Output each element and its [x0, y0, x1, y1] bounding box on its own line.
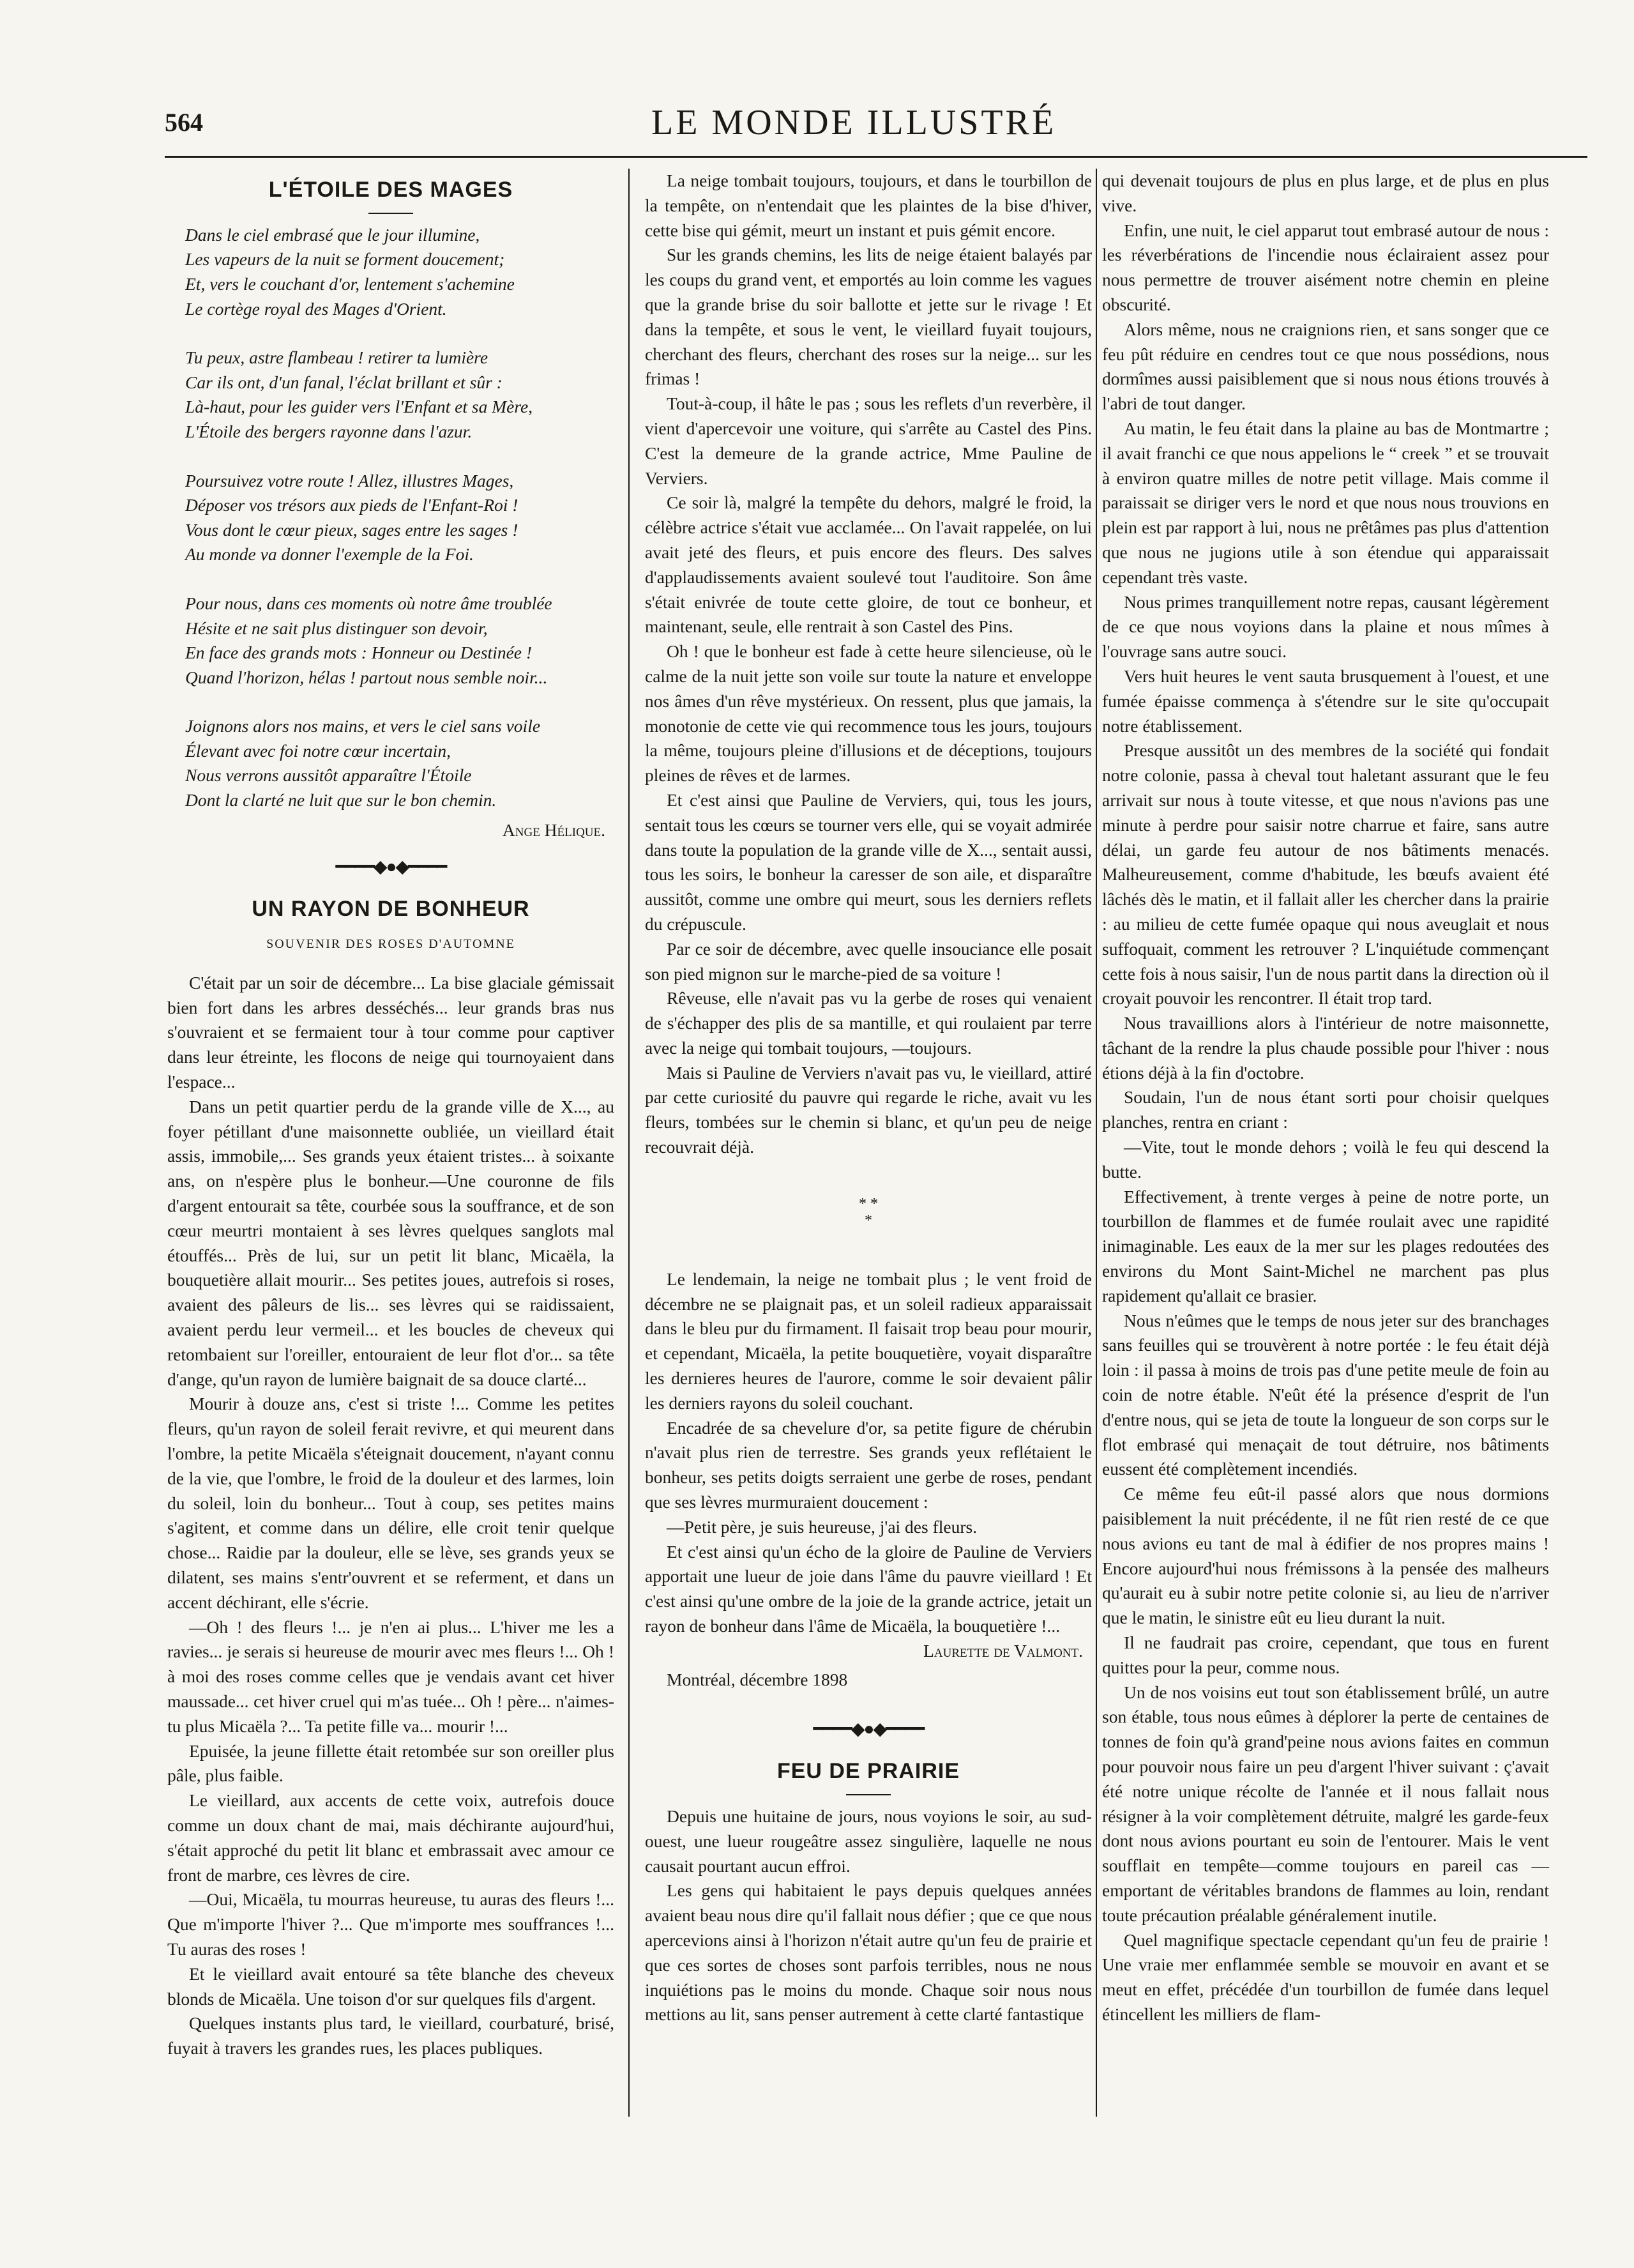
paragraph: Le lendemain, la neige ne tombait plus ; le vent froid de décembre ne se plaignait pas, et un soleil radieux apparaissait dans le bleu pur du firmament. Il faisait trop beau pour mourir, et cependant, Micaëla, la petite bouquetière, voyait disparaître les dernieres heures de l'aurore, comme le soir devaient pâlir les derniers rayons du soleil couchant.: [645, 1268, 1092, 1413]
poem-line: Et, vers le couchant d'or, lentement s'achemine: [185, 273, 515, 294]
poem-line: Dont la clarté ne luit que sur le bon chemin.: [185, 790, 497, 811]
poem-line: Dans le ciel embrasé que le jour illumine,: [185, 224, 480, 245]
paragraph: Tout-à-coup, il hâte le pas ; sous les reflets d'un reverbère, il vient d'apercevoir une voiture, qui s'arrête au Castel des Pins. C'est la demeure de la grande actrice, Mme Pauline de Verviers.: [645, 393, 1092, 488]
title-rule: [846, 1794, 891, 1795]
header-rule: [165, 156, 1587, 158]
paragraph: Ce même feu eût-il passé alors que nous dormions paisiblement la nuit précédente, il ne fût rien resté de ce que nous avions eu tant de mal à édifier de nos propres mains ! Encore aujourd'hui nous frémissons à la pensée des malheurs qu'aurait eu à subir notre petite colonie si, au lieu de n'arriver que le matin, le sinistre eût eu lieu durant la nuit.: [1102, 1484, 1549, 1628]
poem-line: Hésite et ne sait plus distinguer son devoir,: [185, 618, 488, 638]
paragraph: Par ce soir de décembre, avec quelle insouciance elle posait son pied mignon sur le marche-pied de sa voiture !: [645, 938, 1092, 984]
paragraph: Au matin, le feu était dans la plaine au bas de Montmartre ; il avait franchi ce que nous appelions le “ creek ” et se trouvait à environ quatre milles de notre petit village. Mais comme il paraissait se diriger vers le nord et que nous nous trouvions en plein est par rapport à lui, nous ne prêtâmes pas plus d'attention que nous ne jugions utile à son étendue qui apparaissait cependant très vaste.: [1102, 418, 1549, 587]
poem-line: Déposer vos trésors aux pieds de l'Enfant-Roi !: [185, 495, 518, 515]
poem-stanza: [185, 223, 614, 321]
paragraph: —Vite, tout le monde dehors ; voilà le feu qui descend la butte.: [1102, 1137, 1549, 1182]
paragraph: Vers huit heures le vent sauta brusquement à l'ouest, et une fumée épaisse commença à s'étendre sur le site qu'occupait notre établissement.: [1102, 666, 1549, 736]
paragraph: Un de nos voisins eut tout son établissement brûlé, un autre son étable, tous nous eûmes à déplorer la perte de centaines de tonnes de foin qu'à grand'peine nous avions faites en commun pour pouvoir nous faire un peu d'argent l'hiver suivant : ç'avait été notre unique récolte de l'année et il nous fallait nous résigner à la voir complètement détruite, malgré les garde-feux dont nous avions pourtant eu soin de l'entourer. Mais le vent soufflait en tempête—comme toujours en pareil cas — emportant de véritables brandons de flammes au loin, rendant toute précaution préalable généralement inutile.: [1102, 1682, 1549, 1925]
paragraph: Presque aussitôt un des membres de la société qui fondait notre colonie, passa à cheval tout haletant assurant que le feu arrivait sur nous à toute vitesse, et que nous n'avions pas une minute à perdre pour saisir notre charrue et faire, sans autre délai, un garde feu autour de nos bâtiments menacés. Malheureusement, comme d'habitude, les bœufs avaient été lâchés dès le matin, et il fallait aller les chercher dans la prairie : au milieu de cette fumée opaque qui nous aveuglait et nous suffoquait, comment les retrouver ? L'inquiétude commençant cette fois à nous saisir, l'un de nous partit dans la direction où il croyait pouvoir les rencontrer. Il était trop tard.: [1102, 740, 1549, 1008]
poem: [185, 223, 614, 813]
paragraph: Quel magnifique spectacle cependant qu'un feu de prairie ! Une vraie mer enflammée semble se mouvoir en avant et se meut en effet, précédée d'un tourbillon de fumée dans lequel étincellent les milliers de flam-: [1102, 1929, 1549, 2024]
poem-stanza: [185, 346, 614, 444]
column-2: [645, 169, 1092, 2027]
story-place-date: Montréal, décembre 1898: [667, 1669, 848, 1689]
paragraph: Alors même, nous ne craignions rien, et sans songer que ce feu pût réduire en cendres tout ce que nous possédions, nous dormîmes aussi paisiblement que si nous nous étions trouvés à l'abri de tout danger.: [1102, 319, 1549, 414]
story-title: UN RAYON DE BONHEUR: [252, 897, 530, 922]
paragraph: Et c'est ainsi que Pauline de Verviers, qui, tous les jours, sentait tous les cœurs se tourner vers elle, qui se voyait admirée dans toute la population de la grande ville de X..., sentait aussi, tous les soirs, le bonheur la caresser de son aile, et disparaître aussitôt, comme une ombre qui meurt, sous les derniers reflets du crépuscule.: [645, 789, 1092, 934]
poem-line: Car ils ont, d'un fanal, l'éclat brillant et sûr :: [185, 372, 503, 392]
poem-line: Au monde va donner l'exemple de la Foi.: [185, 544, 474, 565]
column-1: [167, 169, 614, 2061]
poem-line: Élevant avec foi notre cœur incertain,: [185, 740, 451, 761]
poem-title: L'ÉTOILE DES MAGES: [268, 178, 513, 202]
poem-stanza: [185, 469, 614, 567]
paragraph: Ce soir là, malgré la tempête du dehors, malgré le froid, la célèbre actrice s'était vue acclamée... On l'avait rappelée, on lui avait jeté des fleurs, et puis encore des fleurs. Des salves d'applaudissements avaient soulevé tout l'auditoire. Son âme s'était enivrée de toute cette gloire, de tout ce bonheur, et maintenant, seule, elle rentrait à son Castel des Pins.: [645, 492, 1092, 637]
paragraph: Effectivement, à trente verges à peine de notre porte, un tourbillon de flammes et de fumée roulait avec une rapidité inimaginable. Les eaux de la mer sur les plages redoutées des environs du Mont Saint-Michel ne marchent pas plus rapidement qu'allait ce brasier.: [1102, 1186, 1549, 1305]
asterism: * * *: [859, 1195, 878, 1229]
feu-title: FEU DE PRAIRIE: [776, 1759, 960, 1784]
poem-line: Tu peux, astre flambeau ! retirer ta lumière: [185, 347, 488, 368]
paragraph: Enfin, une nuit, le ciel apparut tout embrasé autour de nous : les réverbérations de l'incendie nous éclairaient assez pour nous permettre de trouver aisément notre chemin en pleine obscurité.: [1102, 220, 1549, 314]
poem-stanza: [185, 591, 614, 690]
ornament-divider: ━━━━◆●◆━━━━: [813, 1719, 924, 1740]
paragraph: Et c'est ainsi qu'un écho de la gloire de Pauline de Verviers apportait une lueur de joie dans l'âme du pauvre vieillard ! Et c'est ainsi qu'une ombre de la joie de la grande actrice, jetait un rayon de bonheur dans l'âme de Micaëla, la bouquetière !...: [645, 1541, 1092, 1636]
paragraph: Sur les grands chemins, les lits de neige étaient balayés par les coups du grand vent, et emportés au loin comme les vagues que la grande brise du soir ballotte et jette sur le rivage ! Et dans la tempête, et sous le vent, le vieillard fuyait toujours, cherchant des fleurs, cherchant des roses sur la neige... sur les frimas !: [645, 245, 1092, 389]
paragraph: La neige tombait toujours, toujours, et dans le tourbillon de la tempête, on n'entendait que les plaintes de la bise d'hiver, cette bise qui gémit, meurt un instant et puis gémit encore.: [645, 171, 1092, 240]
paragraph: Nous primes tranquillement notre repas, causant légèrement de ce que nous voyions dans la plaine et nous mîmes à l'ouvrage sans autre souci.: [1102, 591, 1549, 662]
ornament-divider: ━━━━◆●◆━━━━: [335, 857, 446, 878]
poem-line: Joignons alors nos mains, et vers le ciel sans voile: [185, 716, 541, 736]
paragraph: Le vieillard, aux accents de cette voix, autrefois douce comme un doux chant de mai, mais déchirante aujourd'hui, s'était approché du petit lit blanc et embrassait avec amour ce front de marbre, ces lèvres de cire.: [167, 1790, 614, 1885]
paragraph: C'était par un soir de décembre... La bise glaciale gémissait bien fort dans les arbres desséchés... leur grands bras nus s'ouvraient et se fermaient tour à tour comme pour captiver dans leur étreinte, les flocons de neige qui tournoyaient dans l'espace...: [167, 972, 614, 1092]
poem-stanza: [185, 714, 614, 812]
paragraph: Epuisée, la jeune fillette était retombée sur son oreiller plus pâle, plus faible.: [167, 1740, 614, 1786]
paragraph: Nous travaillions alors à l'intérieur de notre maisonnette, tâchant de la rendre la plus chaude possible pour l'hiver : nous étions déjà à la fin d'octobre.: [1102, 1013, 1549, 1083]
paragraph: —Petit père, je suis heureuse, j'ai des fleurs.: [667, 1516, 978, 1537]
paragraph: Mourir à douze ans, c'est si triste !... Comme les petites fleurs, qu'un rayon de soleil ferait revivre, et qui meurent dans l'ombre, la petite Micaëla s'éteignait doucement, n'ayant connu de la vie, que l'ombre, le froid de la douleur et des larmes, loin du soleil, loin du bonheur... Tout à coup, ses petites mains s'agitent, et comme dans un délire, elle croit tenir quelque chose... Raidie par la douleur, elle se lève, ses grands yeux se dilatent, ses mains s'entr'ouvrent et se referment, et dans un accent déchirant, elle s'écrie.: [167, 1394, 614, 1612]
poem-line: Le cortège royal des Mages d'Orient.: [185, 298, 447, 319]
paragraph: Rêveuse, elle n'avait pas vu la gerbe de roses qui venaient de s'échapper des plis de sa mantille, et qui roulaient par terre avec la neige qui tombait toujours, —toujours.: [645, 988, 1092, 1058]
poem-line: L'Étoile des bergers rayonne dans l'azur.: [185, 421, 473, 441]
poem-author: Ange Hélique.: [502, 819, 605, 840]
paragraph: —Oh ! des fleurs !... je n'en ai plus... L'hiver me les a ravies... je serais si heureuse de mourir avec mes fleurs !... Oh ! à moi des roses comme celles que je vendais avant cet hiver maussade... cet hiver cruel qui m'as tuée... Oh ! père... n'aimes-tu plus Micaëla ?... Ta petite fille va... mourir !...: [167, 1617, 614, 1736]
paragraph: Nous n'eûmes que le temps de nous jeter sur des branchages sans feuilles qui se trouvèrent à notre portée : le feu était déjà loin : il passa à moins de trois pas d'une petite meule de foin au coin de notre étable. N'eût été la présence d'esprit de l'un d'entre nous, qui se jeta de toute la longueur de son corps sur le flot embrasé qui menaçait de tout détruire, nos bâtiments eussent été complètement incendiés.: [1102, 1310, 1549, 1479]
story-author: Laurette de Valmont.: [923, 1640, 1083, 1661]
paragraph: qui devenait toujours de plus en plus large, et de plus en plus vive.: [1102, 171, 1549, 215]
masthead: LE MONDE ILLUSTRÉ: [651, 103, 1057, 142]
paragraph: Oh ! que le bonheur est fade à cette heure silencieuse, où le calme de la nuit jette son voile sur toute la nature et enveloppe nos âmes d'un rêve mystérieux. On ressent, plus que jamais, la monotonie de cette vie qui recommence tous les jours, toujours la même, toujours pleine d'illusions et de déceptions, toujours pleines de rêves et de larmes.: [645, 641, 1092, 786]
column-3: [1102, 169, 1549, 2027]
title-rule: [368, 213, 413, 214]
poem-line: Les vapeurs de la nuit se forment doucement;: [185, 249, 505, 270]
paragraph: Les gens qui habitaient le pays depuis quelques années avaient beau nous dire qu'il fallait nous défier ; que ce que nous apercevions ainsi à l'horizon n'était autre qu'un feu de prairie et que ces sortes de choses sont parfois terribles, nous ne nous inquiétions pas le moins du monde. Chaque soir nous nous mettions au lit, sans penser autrement à cette clarté fantastique: [645, 1880, 1092, 2025]
poem-line: Là-haut, pour les guider vers l'Enfant et sa Mère,: [185, 397, 533, 417]
paragraph: Depuis une huitaine de jours, nous voyions le soir, au sud-ouest, une lueur rougeâtre assez singulière, laquelle ne nous causait pourtant aucun effroi.: [645, 1806, 1092, 1876]
paragraph: Mais si Pauline de Verviers n'avait pas vu, le vieillard, attiré par cette curiosité du pauvre qui regarde le riche, avait vu les fleurs, tombées sur le chemin si blanc, et qu'un peu de neige recouvrait déjà.: [645, 1062, 1092, 1157]
paragraph: Dans un petit quartier perdu de la grande ville de X..., au foyer pétillant d'une maisonnette oubliée, un vieillard était assis, immobile,... Ses grands yeux étaient tristes... à soixante ans, on n'espère plus le bonheur.—Une couronne de fils d'argent entourait sa tête, courbée sous la souffrance, et de son cœur meurtri montaient à ses lèvres quelques sanglots mal étouffés... Près de lui, sur un petit lit blanc, Micaëla, la bouquetière allait mourir... Ses petites joues, autrefois si roses, avaient des pâleurs de lis... ses lèvres qui se raidissaient, avaient perdu leur vermeil... et les boucles de cheveux qui retombaient sur l'oreiller, entouraient de leur flot d'or... sa tête d'ange, qu'un rayon de lumière baignait de sa douce clarté...: [167, 1096, 614, 1389]
page-number: 564: [165, 108, 203, 137]
poem-line: Pour nous, dans ces moments où notre âme troublée: [185, 593, 552, 613]
poem-line: Nous verrons aussitôt apparaître l'Étoile: [185, 765, 472, 786]
poem-line: Quand l'horizon, hélas ! partout nous semble noir...: [185, 667, 548, 687]
paragraph: Et le vieillard avait entouré sa tête blanche des cheveux blonds de Micaëla. Une toison d'or sur quelques fils d'argent.: [167, 1963, 614, 2009]
poem-line: Poursuivez votre route ! Allez, illustres Mages,: [185, 470, 514, 491]
paragraph: —Oui, Micaëla, tu mourras heureuse, tu auras des fleurs !... Que m'importe l'hiver ?... Que m'importe mes souffrances !... Tu auras des roses !: [167, 1889, 614, 1959]
paragraph: Il ne faudrait pas croire, cependant, que tous en furent quittes pour la peur, comme nous.: [1102, 1633, 1549, 1677]
paragraph: Encadrée de sa chevelure d'or, sa petite figure de chérubin n'avait plus rien de terrestre. Ses grands yeux reflétaient le bonheur, ses petits doigts serraient une gerbe de roses, pendant que ses lèvres murmuraient doucement :: [645, 1417, 1092, 1512]
paragraph: Quelques instants plus tard, le vieillard, courbaturé, brisé, fuyait à travers les grandes rues, les places publiques.: [167, 2013, 614, 2059]
paragraph: Soudain, l'un de nous étant sorti pour choisir quelques planches, rentra en criant :: [1102, 1087, 1549, 1132]
poem-line: En face des grands mots : Honneur ou Destinée !: [185, 643, 533, 663]
poem-line: Vous dont le cœur pieux, sages entre les sages !: [185, 519, 518, 540]
story-subtitle: SOUVENIR DES ROSES D'AUTOMNE: [266, 937, 515, 952]
